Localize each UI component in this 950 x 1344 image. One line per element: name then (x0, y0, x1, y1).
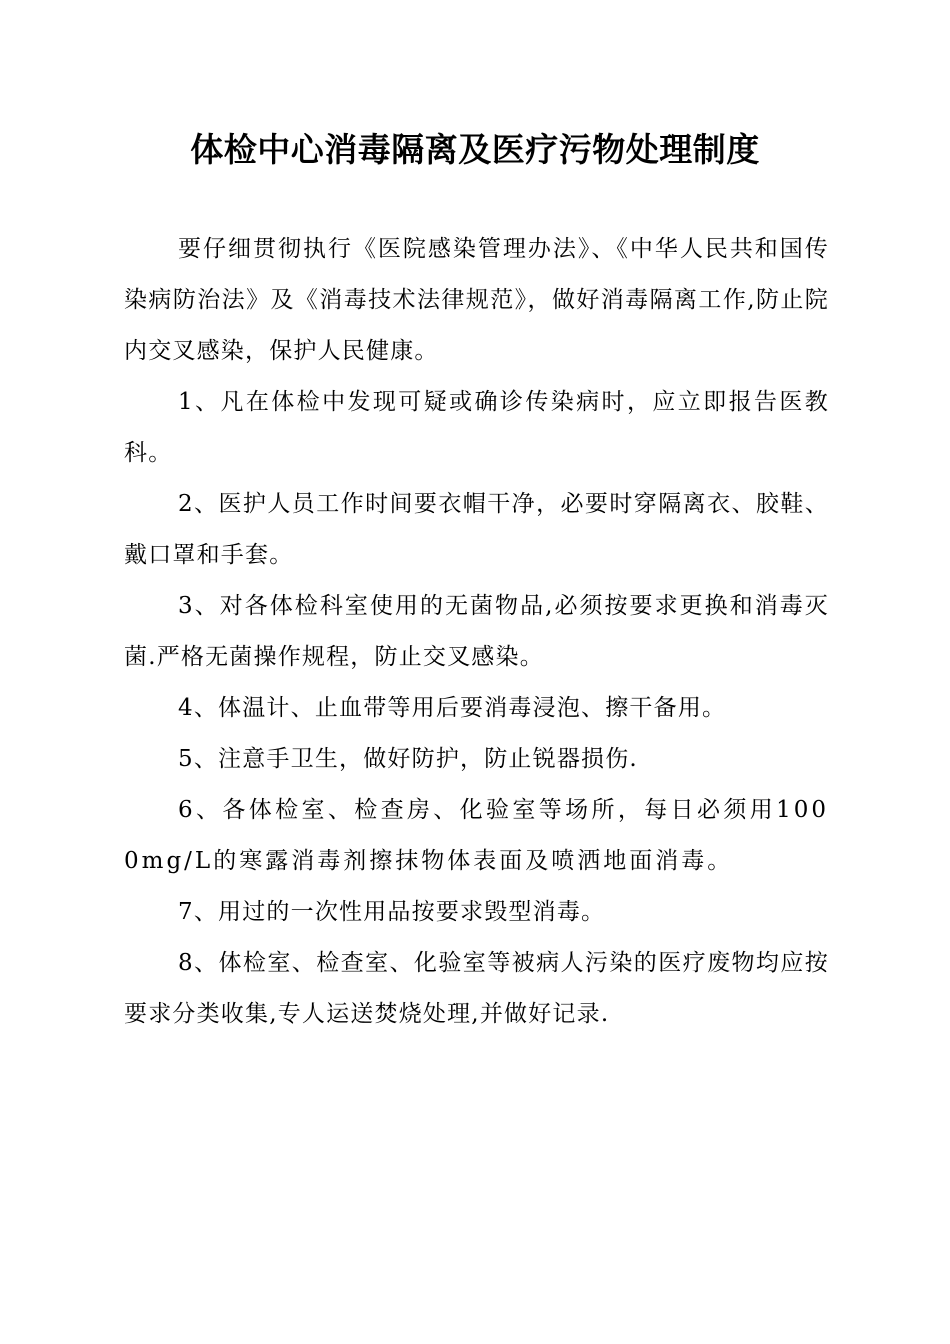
rule-1-paragraph: 1、凡在体检中发现可疑或确诊传染病时，应立即报告医教科。 (124, 389, 829, 466)
document-title: 体检中心消毒隔离及医疗污物处理制度 (190, 130, 760, 169)
rule-7-paragraph: 7、用过的一次性用品按要求毁型消毒。 (178, 899, 606, 925)
rule-2-paragraph: 2、医护人员工作时间要衣帽干净，必要时穿隔离衣、胶鞋、戴口罩和手套。 (124, 491, 829, 568)
rule-5-paragraph: 5、注意手卫生，做好防护，防止锐器损伤. (178, 746, 638, 772)
rule-8-paragraph: 8、体检室、检查室、化验室等被病人污染的医疗废物均应按要求分类收集,专人运送焚烧处理,并做好记录. (124, 950, 829, 1027)
rule-3-paragraph: 3、对各体检科室使用的无菌物品,必须按要求更换和消毒灭菌.严格无菌操作规程，防止交叉感染。 (124, 593, 829, 670)
rule-6-paragraph: 6、各体检室、检查房、化验室等场所，每日必须用1000mg/L的寒露消毒剂擦抹物体表面及喷洒地面消毒。 (124, 797, 829, 874)
intro-paragraph: 要仔细贯彻执行《医院感染管理办法》、《中华人民共和国传染病防治法》及《消毒技术法律规范》，做好消毒隔离工作,防止院内交叉感染，保护人民健康。 (124, 236, 829, 364)
rule-4-paragraph: 4、体温计、止血带等用后要消毒浸泡、擦干备用。 (178, 695, 727, 721)
document-body (124, 224, 829, 1040)
